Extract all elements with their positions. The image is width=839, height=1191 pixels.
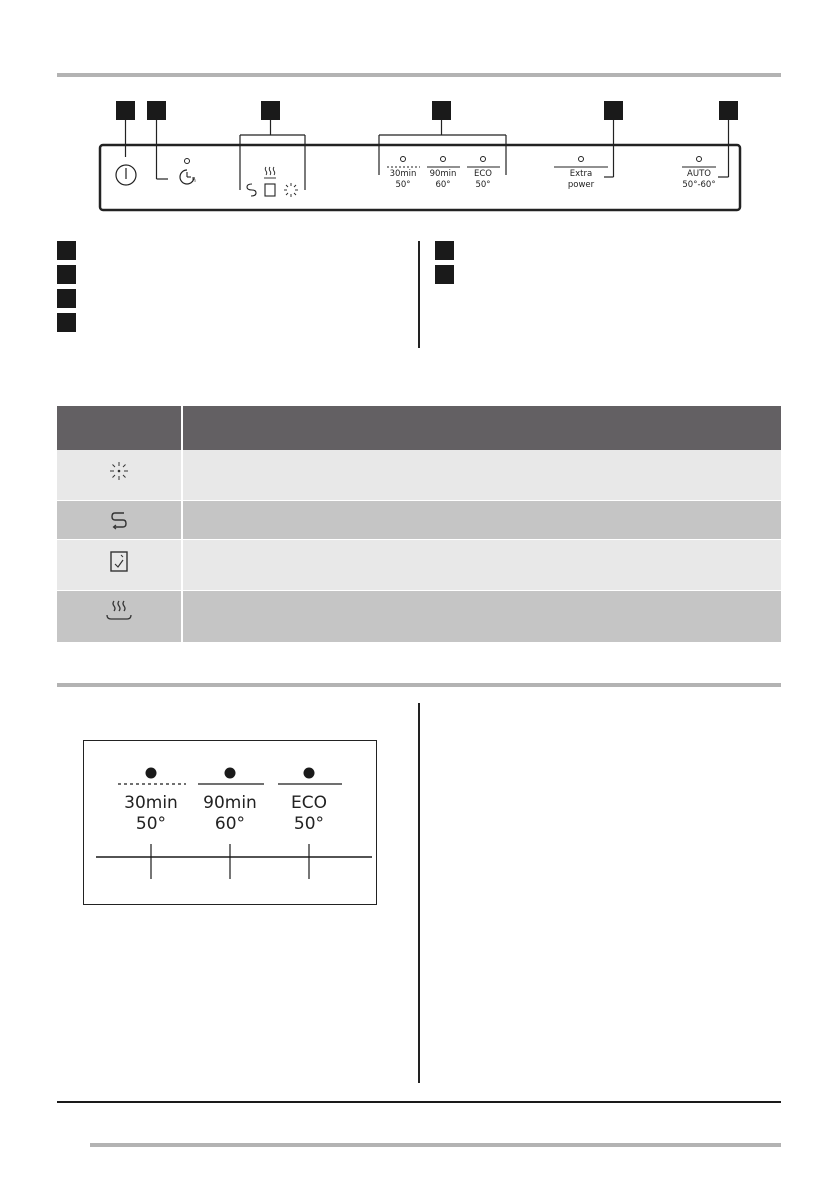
button-eco-line2: 50°: [475, 180, 491, 190]
legend-number-4: [57, 313, 76, 332]
indicator-table: [57, 406, 781, 642]
button-90min-line1: 90min: [429, 169, 457, 179]
control-panel-diagram: [90, 95, 750, 220]
callout-5: [604, 101, 623, 120]
button-90min-line2: 60°: [435, 180, 451, 190]
table-header: [57, 406, 781, 450]
callout-1: [116, 101, 135, 120]
drying-icon: [104, 597, 134, 623]
detail-30min-line2: 50°: [135, 814, 167, 834]
button-eco[interactable]: [453, 169, 513, 191]
button-auto[interactable]: [669, 169, 729, 191]
callout-6: [719, 101, 738, 120]
legend-number-5: [435, 241, 454, 260]
detail-button-30min[interactable]: [111, 793, 191, 835]
button-extra-line2: power: [567, 180, 595, 190]
detail-led-90min: [225, 768, 236, 779]
end-of-programme-icon: [108, 550, 130, 574]
footer-rule-dark: [57, 1101, 781, 1103]
regenerating-salt-icon: [109, 509, 129, 531]
delay-start-label: h: [192, 177, 196, 184]
header-symbol: [57, 406, 181, 450]
rinse-aid-icon: [108, 460, 130, 482]
legend-number-6: [435, 265, 454, 284]
header-description: [183, 406, 781, 450]
detail-eco-line1: ECO: [291, 793, 327, 813]
legend-number-2: [57, 265, 76, 284]
detail-30min-line1: 30min: [124, 793, 178, 813]
button-eco-line1: ECO: [474, 169, 492, 179]
callout-2: [147, 101, 166, 120]
program-buttons-detail: [83, 740, 377, 905]
table-row: [57, 540, 781, 590]
legend-number-1: [57, 241, 76, 260]
detail-90min-line2: 60°: [214, 814, 246, 834]
detail-eco-line2: 50°: [293, 814, 325, 834]
callout-3: [261, 101, 280, 120]
table-row: [57, 450, 781, 500]
callout-4: [432, 101, 451, 120]
detail-90min-line1: 90min: [203, 793, 257, 813]
button-extra-power[interactable]: [551, 169, 611, 191]
table-row: [57, 591, 781, 642]
table-row: [57, 501, 781, 539]
detail-led-eco: [304, 768, 315, 779]
lower-column-divider: [418, 703, 420, 1083]
button-30min-line2: 50°: [395, 180, 411, 190]
button-auto-line2: 50°-60°: [682, 180, 716, 190]
detail-button-eco[interactable]: [269, 793, 349, 835]
section-rule-top: [57, 73, 781, 77]
footer-rule-grey: [90, 1143, 781, 1147]
legend-column-divider: [418, 241, 420, 348]
section-rule-middle: [57, 683, 781, 687]
button-auto-line1: AUTO: [687, 169, 711, 179]
button-extra-line1: Extra: [569, 169, 593, 179]
detail-led-30min: [146, 768, 157, 779]
legend-number-3: [57, 289, 76, 308]
button-30min-line1: 30min: [389, 169, 417, 179]
detail-button-90min[interactable]: [190, 793, 270, 835]
